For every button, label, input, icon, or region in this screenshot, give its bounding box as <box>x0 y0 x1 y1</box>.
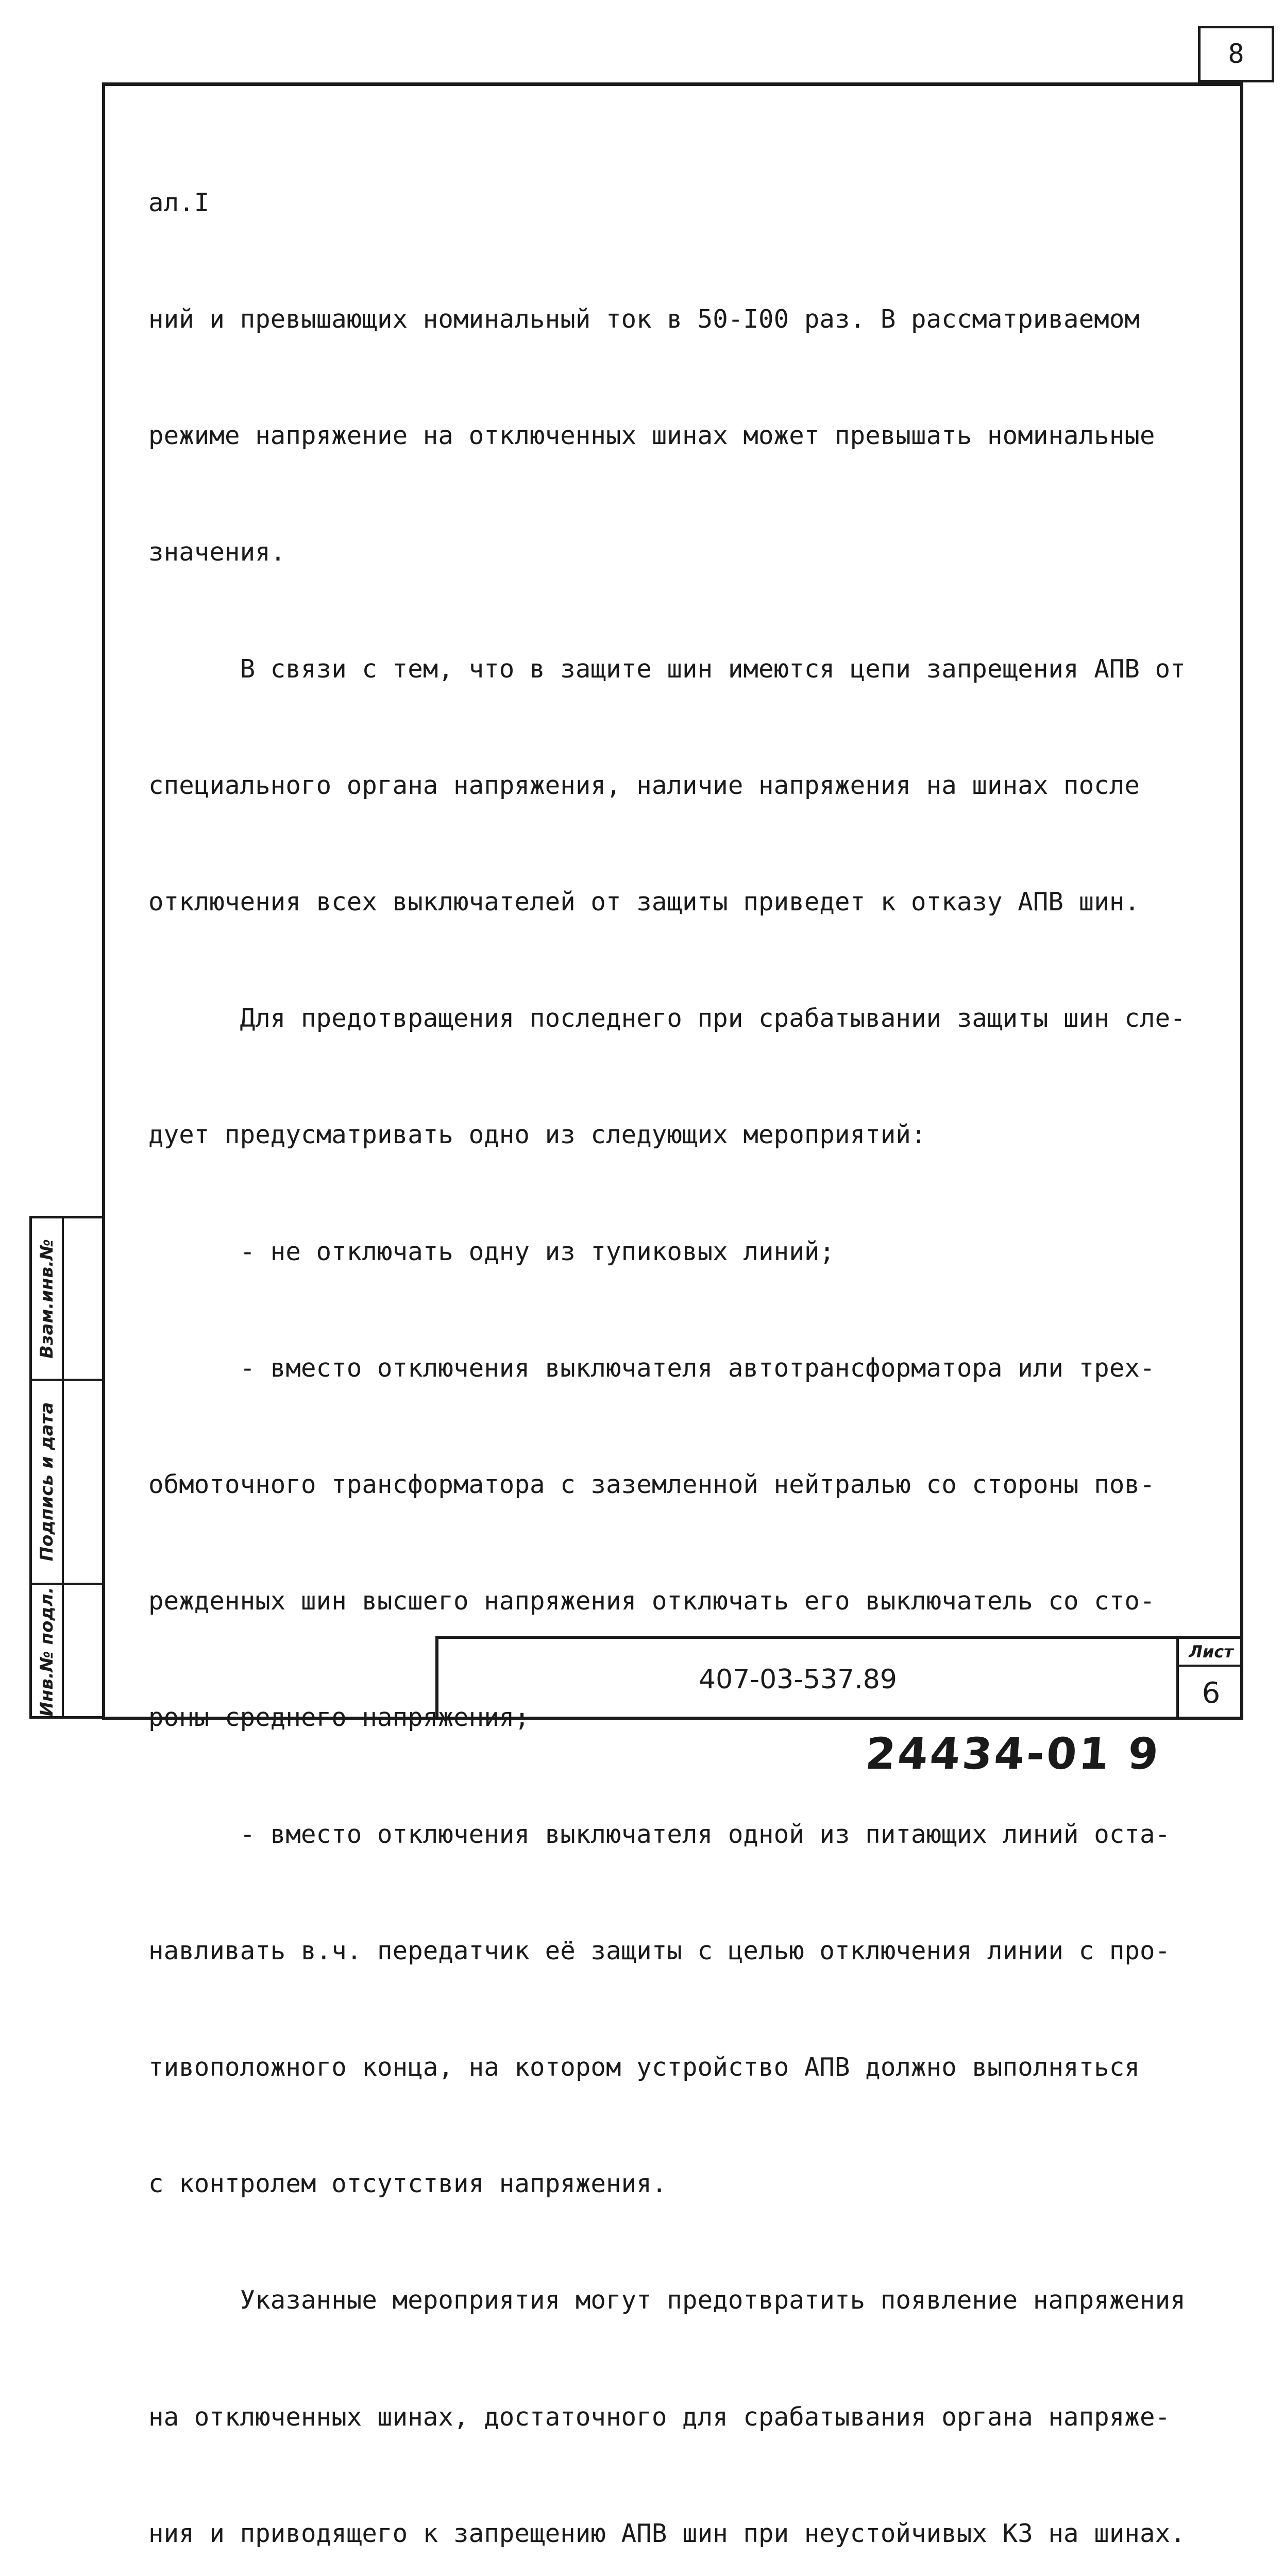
original-inv-label: Инв.№ подл. <box>37 1587 57 1717</box>
archive-number: 24434-01 9 <box>864 1728 1162 1779</box>
side-stamp-value-column <box>64 1218 102 1716</box>
body-line: тивоположного конца, на котором устройство АПВ должно выполняться <box>148 2053 1140 2082</box>
body-line: Указанные мероприятия могут предотвратить появление напряжения <box>148 2285 1186 2315</box>
body-line: режиме напряжение на отключенных шинах может превышать номинальные <box>148 421 1155 451</box>
signature-date-value <box>64 1381 102 1585</box>
signature-date-label: Подпись и дата <box>37 1402 57 1562</box>
sheet-number: 6 <box>1202 1676 1221 1710</box>
title-block <box>435 1636 1243 1720</box>
signature-date-cell <box>32 1381 62 1585</box>
body-line: режденных шин высшего напряжения отключать его выключатель со сто- <box>148 1586 1155 1616</box>
body-line: с контролем отсутствия напряжения. <box>148 2169 667 2199</box>
body-line: значения. <box>148 537 286 567</box>
body-line: роны среднего напряжения; <box>148 1703 530 1733</box>
body-line: ния и приводящего к запрещению АПВ шин при неустойчивых КЗ на шинах. <box>148 2518 1186 2548</box>
body-line: - вместо отключения выключателя одной из питающих линий оста- <box>148 1819 1171 1849</box>
replaced-inv-label: Взам.инв.№ <box>37 1239 57 1359</box>
replaced-inv-value <box>64 1218 102 1381</box>
replaced-inv-cell <box>32 1218 62 1381</box>
header-note: ал.I <box>148 188 210 217</box>
body-line: обмоточного трансформатора с заземленной нейтралью со стороны пов- <box>148 1470 1155 1500</box>
original-inv-cell <box>32 1585 62 1719</box>
body-line: ний и превышающих номинальный ток в 50-I00 раз. В рассматриваемом <box>148 304 1140 334</box>
body-line: Для предотвращения последнего при срабатывании защиты шин сле- <box>148 1004 1186 1033</box>
body-line: - вместо отключения выключателя автотрансформатора или трех- <box>148 1353 1155 1383</box>
side-stamp <box>29 1216 102 1719</box>
sheet-label: Лист <box>1179 1639 1243 1667</box>
body-line: специального органа напряжения, наличие напряжения на шинах после <box>148 770 1140 800</box>
body-line: на отключенных шинах, достаточного для срабатывания органа напряже- <box>148 2402 1171 2432</box>
document-code: 407-03-537.89 <box>699 1664 897 1695</box>
body-line: навливать в.ч. передатчик её защиты с целью отключения линии с про- <box>148 1936 1171 1965</box>
side-stamp-label-column <box>32 1218 64 1716</box>
body-line: отключения всех выключателей от защиты приведет к отказу АПВ шин. <box>148 887 1140 917</box>
page-number: 8 <box>1228 39 1244 70</box>
document-body <box>148 106 1220 2576</box>
sheet-cell <box>1176 1639 1243 1720</box>
body-line: - не отключать одну из тупиковых линий; <box>148 1236 835 1266</box>
body-line: В связи с тем, что в защите шин имеются цепи запрещения АПВ от <box>148 654 1186 684</box>
page-number-box <box>1198 26 1274 82</box>
body-line: дует предусматривать одно из следующих мероприятий: <box>148 1120 926 1150</box>
